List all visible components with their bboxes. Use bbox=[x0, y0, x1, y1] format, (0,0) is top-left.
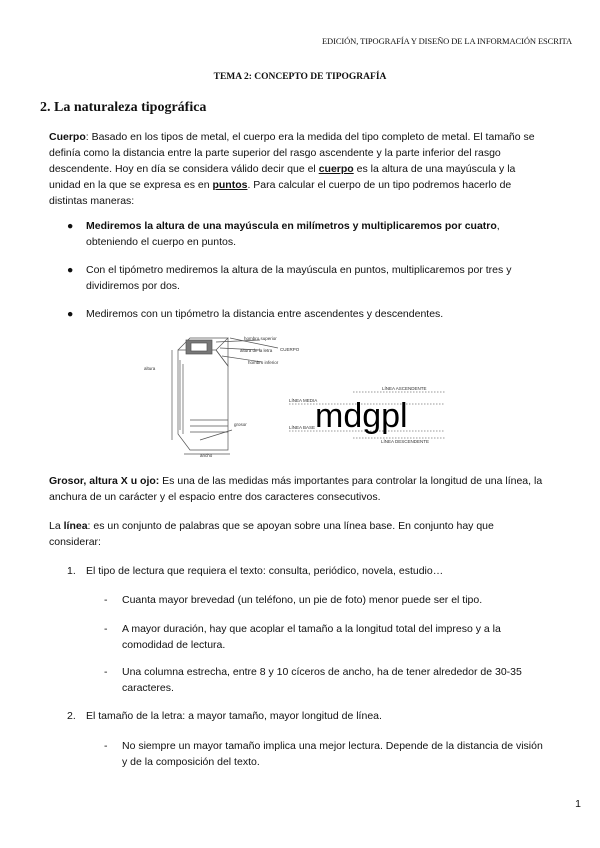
sub-item-text: A mayor duración, hay que acoplar el tamaño a la longitud total del impreso y a la comodidad de lectura. bbox=[122, 623, 501, 651]
label-linea-base: LÍNEA BASE bbox=[289, 425, 316, 430]
label-altura: altura bbox=[144, 366, 156, 371]
linea-intro-post: : es un conjunto de palabras que se apoyan sobre una línea base. En conjunto hay que considerar: bbox=[49, 520, 494, 548]
dash-mark: - bbox=[104, 666, 108, 678]
sub-item bbox=[104, 738, 544, 770]
cuerpo-paragraph bbox=[49, 129, 544, 209]
dash-mark: - bbox=[104, 623, 108, 635]
subject-title: TEMA 2: CONCEPTO DE TIPOGRAFÍA bbox=[213, 72, 387, 82]
label-altura-letra: altura de la letra bbox=[240, 348, 273, 353]
sample-word: mdgpl bbox=[315, 397, 408, 435]
consideration-number: 2. bbox=[67, 710, 76, 722]
consideration-item bbox=[67, 563, 547, 579]
sub-item-text: No siempre un mayor tamaño implica una mejor lectura. Depende de la distancia de visión y de la composición del texto. bbox=[122, 740, 543, 768]
linea-paragraph bbox=[49, 518, 544, 550]
consideration-item bbox=[67, 708, 547, 724]
method-text: , obteniendo el cuerpo en puntos. bbox=[86, 220, 500, 248]
label-linea-media: LÍNEA MEDIA bbox=[289, 398, 318, 403]
method-item bbox=[67, 262, 547, 294]
sub-item bbox=[104, 621, 544, 653]
sub-item-text: Cuanta mayor brevedad (un teléfono, un pie de foto) menor puede ser el tipo. bbox=[122, 594, 483, 606]
dash-mark: - bbox=[104, 740, 108, 752]
linea-intro-pre: La bbox=[49, 520, 64, 532]
linea-term: línea bbox=[63, 520, 88, 532]
grosor-term: Grosor, altura X u ojo: bbox=[49, 475, 160, 487]
cuerpo-highlight: cuerpo bbox=[318, 163, 354, 175]
method-item bbox=[67, 306, 547, 322]
puntos-highlight: puntos bbox=[212, 179, 248, 191]
label-ancho: ancho bbox=[200, 453, 213, 458]
bullet-dot: ● bbox=[67, 220, 74, 232]
method-text: Con el tipómetro mediremos la altura de la mayúscula en puntos, multiplicaremos por tres y dividiremos por dos. bbox=[86, 264, 512, 292]
label-cuerpo: CUERPO bbox=[280, 347, 300, 352]
label-linea-descendente: LÍNEA DESCENDENTE bbox=[381, 439, 430, 444]
sub-item-text: Una columna estrecha, entre 8 y 10 cíceros de ancho, ha de tener alrededor de 30-35 caracteres. bbox=[122, 666, 522, 694]
consideration-text: El tamaño de la letra: a mayor tamaño, mayor longitud de línea. bbox=[86, 710, 382, 722]
grosor-paragraph bbox=[49, 473, 544, 505]
cuerpo-text-1: : Basado en los tipos de metal, el cuerpo era la medida del tipo completo de metal. El tamaño se definía como la distancia entre la parte superior del rasgo ascendente y la parte inferior del rasgo descendente. Hoy en día se considera válido decir que el bbox=[49, 131, 535, 175]
label-hombro-superior: hombro superior bbox=[244, 336, 277, 341]
label-hombro-inferior: hombro inferior bbox=[248, 360, 279, 365]
grosor-text: Es una de las medidas más importantes para controlar la longitud de una línea, la anchura de un carácter y el espacio entre dos caracteres consecutivos. bbox=[49, 475, 543, 503]
consideration-number: 1. bbox=[67, 565, 76, 577]
section-heading: 2. La naturaleza tipográfica bbox=[40, 100, 207, 115]
label-grosor: grosor bbox=[234, 422, 247, 427]
cuerpo-text-2: es la altura de una mayúscula y la unidad en la que se expresa es en bbox=[49, 163, 516, 191]
label-linea-ascendente: LÍNEA ASCENDENTE bbox=[382, 386, 427, 391]
bullet-dot: ● bbox=[67, 308, 74, 320]
sub-item bbox=[104, 664, 544, 696]
page-number: 1 bbox=[575, 798, 581, 810]
cuerpo-text-3: . Para calcular el cuerpo de un tipo podremos hacerlo de distintas maneras: bbox=[49, 179, 512, 207]
method-item bbox=[67, 218, 547, 250]
dash-mark: - bbox=[104, 594, 108, 606]
method-bold-text: Mediremos la altura de una mayúscula en milímetros y multiplicaremos por cuatro bbox=[86, 220, 497, 232]
consideration-text: El tipo de lectura que requiera el texto: consulta, periódico, novela, estudio… bbox=[86, 565, 444, 577]
typographic-lines-figure bbox=[285, 380, 455, 444]
sub-item bbox=[104, 592, 544, 608]
cuerpo-term: Cuerpo bbox=[49, 131, 86, 143]
bullet-dot: ● bbox=[67, 264, 74, 276]
running-header: EDICIÓN, TIPOGRAFÍA Y DISEÑO DE LA INFORMACIÓN ESCRITA bbox=[321, 36, 572, 46]
method-text: Mediremos con un tipómetro la distancia entre ascendentes y descendentes. bbox=[86, 308, 444, 320]
